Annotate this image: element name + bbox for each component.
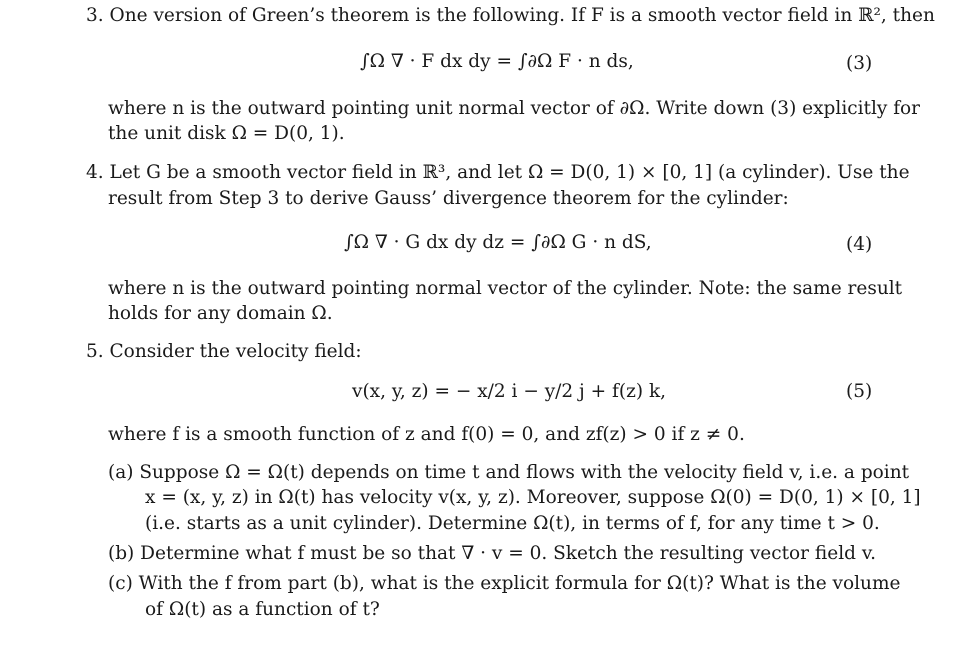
problem-3-line-1: 3. One version of Green’s theorem is the following. If F is a smooth vector field in ℝ², then bbox=[86, 5, 935, 26]
equation-3: ∫Ω ∇ · F dx dy = ∫∂Ω F · n ds, bbox=[360, 51, 634, 72]
problem-4-line-3: where n is the outward pointing normal vector of the cylinder. Note: the same result bbox=[108, 278, 903, 299]
problem-3-line-2: where n is the outward pointing unit normal vector of ∂Ω. Write down (3) explicitly for bbox=[108, 98, 921, 119]
problem-4-line-2: result from Step 3 to derive Gauss’ divergence theorem for the cylinder: bbox=[108, 188, 789, 209]
problem-5-line-2: where f is a smooth function of z and f(0) = 0, and zf(z) > 0 if z ≠ 0. bbox=[108, 424, 745, 445]
part-a-line-3: (i.e. starts as a unit cylinder). Determine Ω(t), in terms of f, for any time t > 0. bbox=[145, 513, 880, 534]
equation-5-number: (5) bbox=[846, 381, 873, 402]
problem-3-line-3: the unit disk Ω = D(0, 1). bbox=[108, 123, 345, 144]
part-b-line-1: (b) Determine what f must be so that ∇ · v = 0. Sketch the resulting vector field v. bbox=[108, 543, 876, 564]
equation-5: v(x, y, z) = − x/2 i − y/2 j + f(z) k, bbox=[352, 381, 667, 402]
part-a-line-1: (a) Suppose Ω = Ω(t) depends on time t and flows with the velocity field v, i.e. a point bbox=[108, 462, 910, 483]
equation-4: ∫Ω ∇ · G dx dy dz = ∫∂Ω G · n dS, bbox=[344, 232, 652, 253]
problem-5-line-1: 5. Consider the velocity field: bbox=[86, 341, 362, 362]
part-c-line-2: of Ω(t) as a function of t? bbox=[145, 599, 380, 620]
part-a-line-2: x = (x, y, z) in Ω(t) has velocity v(x, y, z). Moreover, suppose Ω(0) = D(0, 1) × [0, 1] bbox=[145, 487, 921, 508]
equation-4-number: (4) bbox=[846, 234, 873, 255]
problem-4-line-4: holds for any domain Ω. bbox=[108, 303, 333, 324]
part-c-line-1: (c) With the f from part (b), what is the explicit formula for Ω(t)? What is the volume bbox=[108, 573, 901, 594]
equation-3-number: (3) bbox=[846, 53, 873, 74]
problem-4-line-1: 4. Let G be a smooth vector field in ℝ³, and let Ω = D(0, 1) × [0, 1] (a cylinder). Use the bbox=[86, 162, 910, 183]
